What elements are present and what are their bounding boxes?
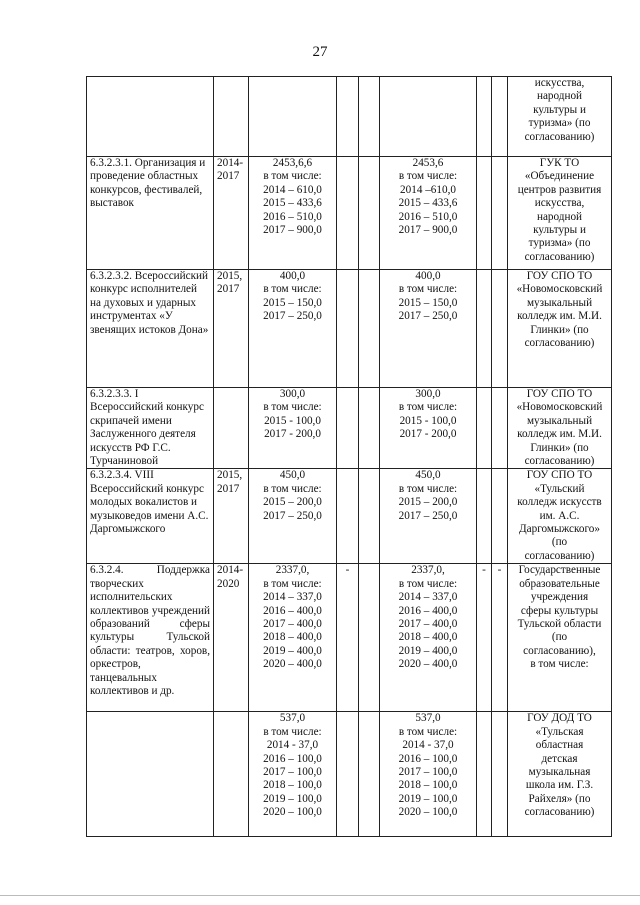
executor-cell (508, 77, 612, 157)
funding-col-7-cell (477, 469, 492, 564)
executor-cell-line: «Новомосковский (516, 283, 603, 296)
total-funding-cell-line: 2014 – 337,0 (263, 591, 322, 604)
executor-cell-line: согласованию) (524, 250, 595, 263)
regional-funding-cell (380, 564, 477, 712)
total-funding-cell-line: в том числе: (263, 283, 322, 296)
regional-funding-cell-line: 2020 – 100,0 (398, 806, 458, 819)
executor-cell-line: Глинки» (по (530, 441, 589, 454)
table-row (87, 469, 612, 564)
total-funding-cell-line: 2337,0, (275, 564, 310, 577)
executor-cell-line: согласованию) (524, 549, 595, 562)
funding-col-4-cell (337, 77, 359, 157)
regional-funding-cell-line: 2015 – 200,0 (398, 496, 458, 509)
executor-cell-line: колледж им. М.И. (517, 310, 602, 323)
total-funding-cell-line: 2019 – 100,0 (263, 792, 322, 805)
executor-cell-line: колледж им. М.И. (517, 428, 602, 441)
executor-cell-line: культуры и (533, 103, 586, 116)
regional-funding-cell-line: 2337,0, (411, 564, 445, 577)
measure-name-cell: 6.3.2.4. Поддержка творческих исполнительских коллективов учреждений образований сферы культуры Тульской области: театров, хоров, оркестров, танцевальных коллективов и др. (87, 564, 214, 712)
total-funding-cell-line: 537,0 (279, 712, 306, 725)
funding-col-4-cell (337, 712, 359, 837)
funding-col-4-cell: - (337, 564, 359, 712)
funding-col-5-cell (359, 469, 380, 564)
executor-cell-line: искусства, (534, 197, 585, 210)
page-number: 27 (312, 44, 328, 60)
regional-funding-cell-line: 2016 – 100,0 (398, 752, 458, 765)
regional-funding-cell-line: 2018 – 100,0 (398, 779, 458, 792)
executor-cell-line: согласованию) (524, 806, 595, 819)
total-funding-cell (249, 77, 337, 157)
regional-funding-cell (380, 712, 477, 837)
executor-cell-line: согласованию) (524, 455, 595, 468)
total-funding-cell-line: 2020 – 400,0 (263, 658, 322, 671)
executor-cell-line: им. А.С. (539, 509, 580, 522)
total-funding-cell-line: 2015 – 200,0 (263, 496, 322, 509)
regional-funding-cell-line: 2017 – 900,0 (398, 224, 458, 237)
total-funding-cell-line: 300,0 (279, 388, 306, 400)
executor-cell (508, 388, 612, 469)
regional-funding-cell-line: 2014 –610,0 (400, 183, 456, 196)
years-cell: 2014-2020 (214, 564, 249, 712)
regional-funding-cell-line: 2019 – 100,0 (398, 792, 458, 805)
page-bottom-rule (0, 895, 640, 896)
table-row (87, 564, 612, 712)
funding-col-5-cell (359, 270, 380, 388)
regional-funding-cell-line: 2020 – 400,0 (398, 658, 458, 671)
executor-cell-line: согласованию), (523, 644, 596, 657)
executor-cell (508, 157, 612, 270)
executor-cell-line: согласованию) (524, 337, 595, 350)
executor-cell-line: искусства, (534, 77, 585, 89)
funding-col-5-cell (359, 388, 380, 469)
measure-name-cell: 6.3.2.3.1. Организация и проведение областных конкурсов, фестивалей, выставок (87, 157, 214, 270)
regional-funding-cell-line: 2453,6 (412, 157, 444, 169)
total-funding-cell (249, 157, 337, 270)
regional-funding-cell (380, 388, 477, 469)
executor-cell-line: колледж искусств (517, 496, 602, 509)
regional-funding-cell-line: в том числе: (398, 577, 458, 590)
funding-col-7-cell: - (477, 564, 492, 712)
total-funding-cell-line: 2016 – 100,0 (263, 752, 322, 765)
funding-col-4-cell (337, 388, 359, 469)
executor-cell-line: культуры и (533, 224, 586, 237)
total-funding-cell-line: 2015 - 100,0 (264, 414, 321, 427)
funding-col-8-cell (492, 388, 508, 469)
years-cell: 2015, 2017 (214, 270, 249, 388)
total-funding-cell-line: в том числе: (263, 725, 322, 738)
funding-col-7-cell (477, 270, 492, 388)
regional-funding-cell (380, 157, 477, 270)
total-funding-cell-line: 400,0 (279, 270, 306, 282)
executor-cell-line: «Тульский (534, 482, 585, 495)
total-funding-cell-line: в том числе: (263, 401, 322, 414)
executor-cell-line: областная (535, 739, 584, 752)
total-funding-cell-line: 2015 – 150,0 (263, 296, 322, 309)
funding-col-7-cell (477, 77, 492, 157)
total-funding-cell (249, 469, 337, 564)
regional-funding-cell-line: 2016 – 400,0 (398, 604, 458, 617)
total-funding-cell-line: 2019 – 400,0 (263, 644, 322, 657)
executor-cell-line: детская (541, 752, 578, 765)
regional-funding-cell-line: 450,0 (415, 469, 441, 482)
years-cell (214, 77, 249, 157)
regional-funding-cell-line: 2018 – 400,0 (398, 631, 458, 644)
funding-col-5-cell (359, 157, 380, 270)
table-row (87, 157, 612, 270)
funding-col-7-cell (477, 388, 492, 469)
years-cell: 2014-2017 (214, 157, 249, 270)
table-row (87, 77, 612, 157)
regional-funding-cell-line: в том числе: (398, 401, 458, 414)
executor-cell (508, 270, 612, 388)
executor-cell (508, 469, 612, 564)
regional-funding-cell-line: 2017 – 250,0 (398, 509, 458, 522)
executor-cell-line: ГОУ ДОД ТО (527, 712, 592, 725)
total-funding-cell-line: 2016 – 510,0 (263, 210, 322, 223)
regional-funding-cell-line: 400,0 (415, 270, 441, 282)
total-funding-cell-line: в том числе: (263, 170, 322, 183)
executor-cell-line: центров развития (517, 183, 602, 196)
executor-cell-line: музыкальная (528, 765, 591, 778)
regional-funding-cell-line: 537,0 (415, 712, 441, 725)
total-funding-cell-line: 2017 – 250,0 (263, 310, 322, 323)
executor-cell-line: ГОУ СПО ТО (526, 270, 593, 282)
total-funding-cell-line: 2017 – 250,0 (263, 509, 322, 522)
executor-cell-line: туризма» (по (528, 117, 591, 130)
total-funding-cell-line: 2017 – 900,0 (263, 224, 322, 237)
total-funding-cell-line: 2016 – 400,0 (263, 604, 322, 617)
funding-col-5-cell (359, 564, 380, 712)
total-funding-cell-line: 2017 - 200,0 (264, 428, 321, 441)
total-funding-cell (249, 564, 337, 712)
total-funding-cell-line: 2017 – 400,0 (263, 617, 322, 630)
regional-funding-cell-line: 2017 – 250,0 (398, 310, 458, 323)
total-funding-cell-line: 2014 – 610,0 (263, 183, 322, 196)
total-funding-cell-line: 2017 – 100,0 (263, 765, 322, 778)
regional-funding-cell-line: 2015 - 100,0 (399, 414, 457, 427)
total-funding-cell-line: в том числе: (263, 482, 322, 495)
measure-name-cell (87, 712, 214, 837)
executor-cell-line: ГУК ТО (539, 157, 580, 169)
executor-cell-line: Глинки» (по (530, 323, 589, 336)
measure-name-cell (87, 77, 214, 157)
executor-cell-line: Райхеля» (по (528, 792, 591, 805)
total-funding-cell (249, 712, 337, 837)
regional-funding-cell-line: 2016 – 510,0 (398, 210, 458, 223)
measure-name-cell: 6.3.2.3.3. I Всероссийский конкурс скрипачей имени Заслуженного деятеля искусств РФ Г.С. Турчаниновой (87, 388, 214, 469)
total-funding-cell-line: 2015 – 433,6 (263, 197, 322, 210)
measure-name-cell: 6.3.2.3.2. Всероссийский конкурс исполнителей на духовых и ударных инструментах «У звенящих истоков Дона» (87, 270, 214, 388)
funding-col-4-cell (337, 157, 359, 270)
funding-col-4-cell (337, 469, 359, 564)
executor-cell-line: (по (551, 536, 568, 549)
total-funding-cell (249, 270, 337, 388)
executor-cell-line: туризма» (по (528, 237, 591, 250)
regional-funding-cell-line: 2014 – 337,0 (398, 591, 458, 604)
regional-funding-cell-line: в том числе: (398, 725, 458, 738)
funding-col-8-cell (492, 270, 508, 388)
table-row (87, 270, 612, 388)
regional-funding-cell-line: 2017 – 100,0 (398, 765, 458, 778)
executor-cell-line: Даргомыжского» (519, 523, 600, 536)
executor-cell-line: Тульской области (517, 617, 602, 630)
executor-cell-line: музыкальный (526, 296, 593, 309)
regional-funding-cell (380, 77, 477, 157)
executor-cell-line: народной (536, 90, 583, 103)
funding-col-4-cell (337, 270, 359, 388)
total-funding-cell-line: 2453,6,6 (272, 157, 313, 169)
measure-name-cell: 6.3.2.3.4. VIII Всероссийский конкурс молодых вокалистов и музыковедов имени А.С. Даргомыжского (87, 469, 214, 564)
executor-cell-line: Государственные (518, 564, 601, 577)
table-row (87, 712, 612, 837)
regional-funding-cell-line: 2014 - 37,0 (402, 739, 454, 752)
funding-col-7-cell (477, 712, 492, 837)
executor-cell-line: школа им. Г.З. (525, 779, 594, 792)
total-funding-cell-line: в том числе: (263, 577, 322, 590)
funding-col-8-cell (492, 77, 508, 157)
regional-funding-cell-line: 2015 – 150,0 (398, 296, 458, 309)
executor-cell-line: «Новомосковский (516, 401, 603, 414)
table-row (87, 388, 612, 469)
executor-cell-line: сферы культуры (520, 604, 599, 617)
executor-cell (508, 712, 612, 837)
total-funding-cell-line: 2014 - 37,0 (266, 739, 319, 752)
funding-col-5-cell (359, 712, 380, 837)
executor-cell-line: ГОУ СПО ТО (526, 469, 593, 482)
regional-funding-cell-line: в том числе: (398, 482, 458, 495)
funding-col-8-cell: - (492, 564, 508, 712)
executor-cell-line: «Объединение (524, 170, 595, 183)
total-funding-cell-line: 2018 – 100,0 (263, 779, 322, 792)
regional-funding-cell-line: 2015 – 433,6 (398, 197, 458, 210)
regional-funding-cell (380, 469, 477, 564)
funding-col-5-cell (359, 77, 380, 157)
funding-col-7-cell (477, 157, 492, 270)
years-cell (214, 712, 249, 837)
executor-cell-line: согласованию) (524, 130, 595, 143)
years-cell (214, 388, 249, 469)
total-funding-cell-line: 2018 – 400,0 (263, 631, 322, 644)
executor-cell-line: музыкальный (526, 414, 593, 427)
regional-funding-cell-line: 2017 - 200,0 (399, 428, 457, 441)
funding-col-8-cell (492, 157, 508, 270)
executor-cell-line: ГОУ СПО ТО (526, 388, 593, 400)
regional-funding-cell-line: в том числе: (398, 170, 458, 183)
years-cell: 2015, 2017 (214, 469, 249, 564)
funding-col-8-cell (492, 712, 508, 837)
total-funding-cell-line: 2020 – 100,0 (263, 806, 322, 819)
regional-funding-cell-line: в том числе: (398, 283, 458, 296)
executor-cell-line: образовательные (519, 577, 600, 590)
executor-cell-line: народной (536, 210, 583, 223)
executor-cell-line: «Тульская (535, 725, 584, 738)
program-table (86, 76, 612, 837)
executor-cell-line: учреждения (530, 591, 589, 604)
regional-funding-cell (380, 270, 477, 388)
regional-funding-cell-line: 2019 – 400,0 (398, 644, 458, 657)
executor-cell-line: в том числе: (530, 658, 589, 671)
total-funding-cell-line: 450,0 (279, 469, 306, 482)
executor-cell-line: (по (551, 631, 568, 644)
total-funding-cell (249, 388, 337, 469)
regional-funding-cell-line: 300,0 (415, 388, 441, 400)
funding-col-8-cell (492, 469, 508, 564)
executor-cell (508, 564, 612, 712)
regional-funding-cell-line: 2017 – 400,0 (398, 617, 458, 630)
